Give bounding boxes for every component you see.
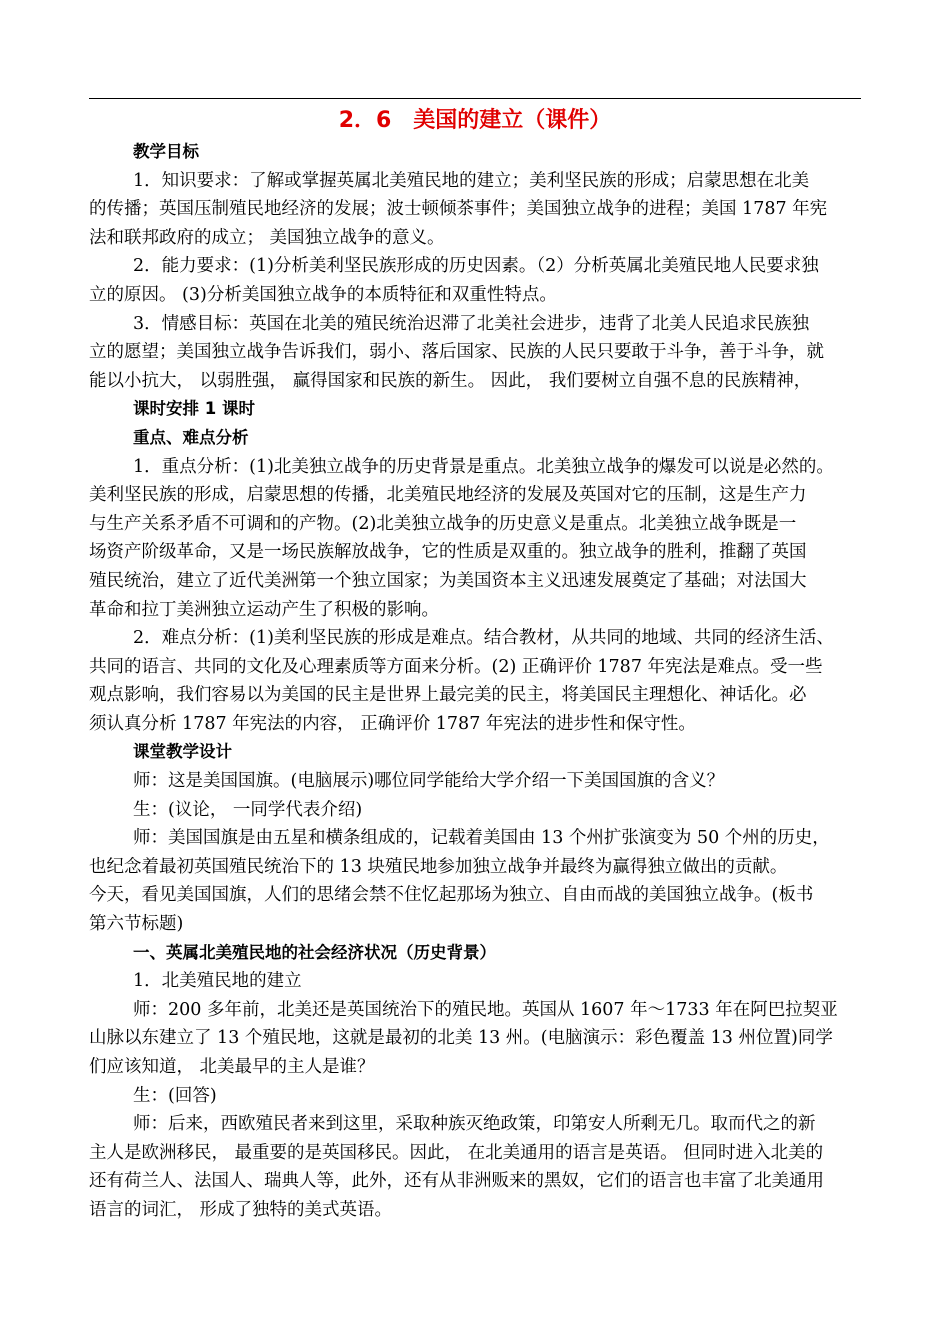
text-line: 师：这是美国国旗。(电脑展示)哪位同学能给大学介绍一下美国国旗的含义？ (133, 771, 725, 792)
text-line: 1．重点分析：(1)北美独立战争的历史背景是重点。北美独立战争的爆发可以说是必然的。 (133, 456, 834, 477)
text-line: 们应该知道， 北美最早的主人是谁？ (89, 1057, 375, 1077)
text-line: 1．知识要求：了解或掌握英属北美殖民地的建立；美利坚民族的形成；启蒙思想在北美 (133, 170, 810, 191)
text-line: 与生产关系矛盾不可调和的产物。(2)北美独立战争的历史意义是重点。北美独立战争既是一 (89, 513, 797, 534)
document-lines (89, 138, 861, 1225)
text-line: 2．能力要求：(1)分析美利坚民族形成的历史因素。（2）分析英属北美殖民地人民要求独 (133, 256, 819, 277)
text-line: 语言的词汇， 形成了独特的美式英语。 (89, 1199, 393, 1220)
text-line: 美利坚民族的形成，启蒙思想的传播，北美殖民地经济的发展及英国对它的压制，这是生产力 (89, 485, 807, 506)
text-line: 今天，看见美国国旗，人们的思绪会禁不住忆起那场为独立、自由而战的美国独立战争。(板书 (89, 885, 814, 906)
text-line: 2．难点分析：(1)美利坚民族的形成是难点。结合教材，从共同的地域、共同的经济生活、 (133, 628, 834, 649)
text-line: 须认真分析 1787 年宪法的内容， 正确评价 1787 年宪法的进步性和保守性。 (89, 713, 696, 734)
text-line: 生：(回答) (133, 1085, 217, 1106)
section-heading: 课堂教学设计 (133, 742, 232, 762)
text-line: 共同的语言、共同的文化及心理素质等方面来分析。(2) 正确评价 1787 年宪法是难点。受一些 (89, 656, 823, 677)
text-line: 主人是欧洲移民， 最重要的是英国移民。因此， 在北美通用的语言是英语。 但同时进入北美的 (89, 1142, 824, 1163)
text-line: 革命和拉丁美洲独立运动产生了积极的影响。 (89, 599, 439, 620)
text-line: 师：美国国旗是由五星和横条组成的，记载着美国由 13 个州扩张演变为 50 个州的历史， (133, 828, 830, 849)
section-heading: 教学目标 (133, 142, 199, 161)
section-heading: 课时安排 1 课时 (133, 399, 255, 419)
text-line: 生：(议论， 一同学代表介绍) (133, 799, 363, 820)
document-body (89, 104, 861, 1225)
text-line: 第六节标题) (89, 914, 184, 935)
document-title: 2．6 美国的建立（课件） (338, 108, 612, 133)
text-line: 1．北美殖民地的建立 (133, 971, 302, 992)
text-line: 山脉以东建立了 13 个殖民地，这就是最初的北美 13 州。(电脑演示：彩色覆盖 13 州位置)同学 (89, 1028, 833, 1049)
text-line: 的传播；英国压制殖民地经济的发展；波士顿倾茶事件；美国独立战争的进程；美国 1787 年宪 (89, 199, 828, 220)
text-line: 立的原因。 (3)分析美国独立战争的本质特征和双重性特点。 (89, 284, 557, 305)
text-line: 3．情感目标：英国在北美的殖民统治迟滞了北美社会进步，违背了北美人民追求民族独 (133, 313, 810, 334)
text-line: 师：200 多年前，北美还是英国统治下的殖民地。英国从 1607 年～1733 年在阿巴拉契亚 (133, 999, 838, 1020)
section-heading: 一、英属北美殖民地的社会经济状况（历史背景） (133, 942, 496, 962)
section-heading: 重点、难点分析 (133, 427, 249, 447)
text-line: 立的愿望；美国独立战争告诉我们，弱小、落后国家、民族的人民只要敢于斗争，善于斗争，就 (89, 342, 824, 363)
text-line: 殖民统治，建立了近代美洲第一个独立国家；为美国资本主义迅速发展奠定了基础；对法国大 (89, 570, 807, 591)
text-line: 师：后来，西欧殖民者来到这里，采取种族灭绝政策，印第安人所剩无几。取而代之的新 (133, 1114, 816, 1135)
text-line: 场资产阶级革命，又是一场民族解放战争，它的性质是双重的。独立战争的胜利，推翻了英国 (89, 542, 807, 563)
text-line: 也纪念着最初英国殖民统治下的 13 块殖民地参加独立战争并最终为赢得独立做出的贡献。 (89, 856, 788, 877)
text-line: 还有荷兰人、法国人、瑞典人等，此外，还有从非洲贩来的黑奴，它们的语言也丰富了北美通用 (89, 1171, 824, 1192)
text-line: 法和联邦政府的成立； 美国独立战争的意义。 (89, 227, 445, 248)
header-rule (89, 98, 861, 99)
text-line: 观点影响，我们容易以为美国的民主是世界上最完美的民主，将美国民主理想化、神话化。必 (89, 685, 807, 706)
text-line: 能以小抗大， 以弱胜强， 赢得国家和民族的新生。 因此， 我们要树立自强不息的民族精神， (89, 370, 812, 391)
